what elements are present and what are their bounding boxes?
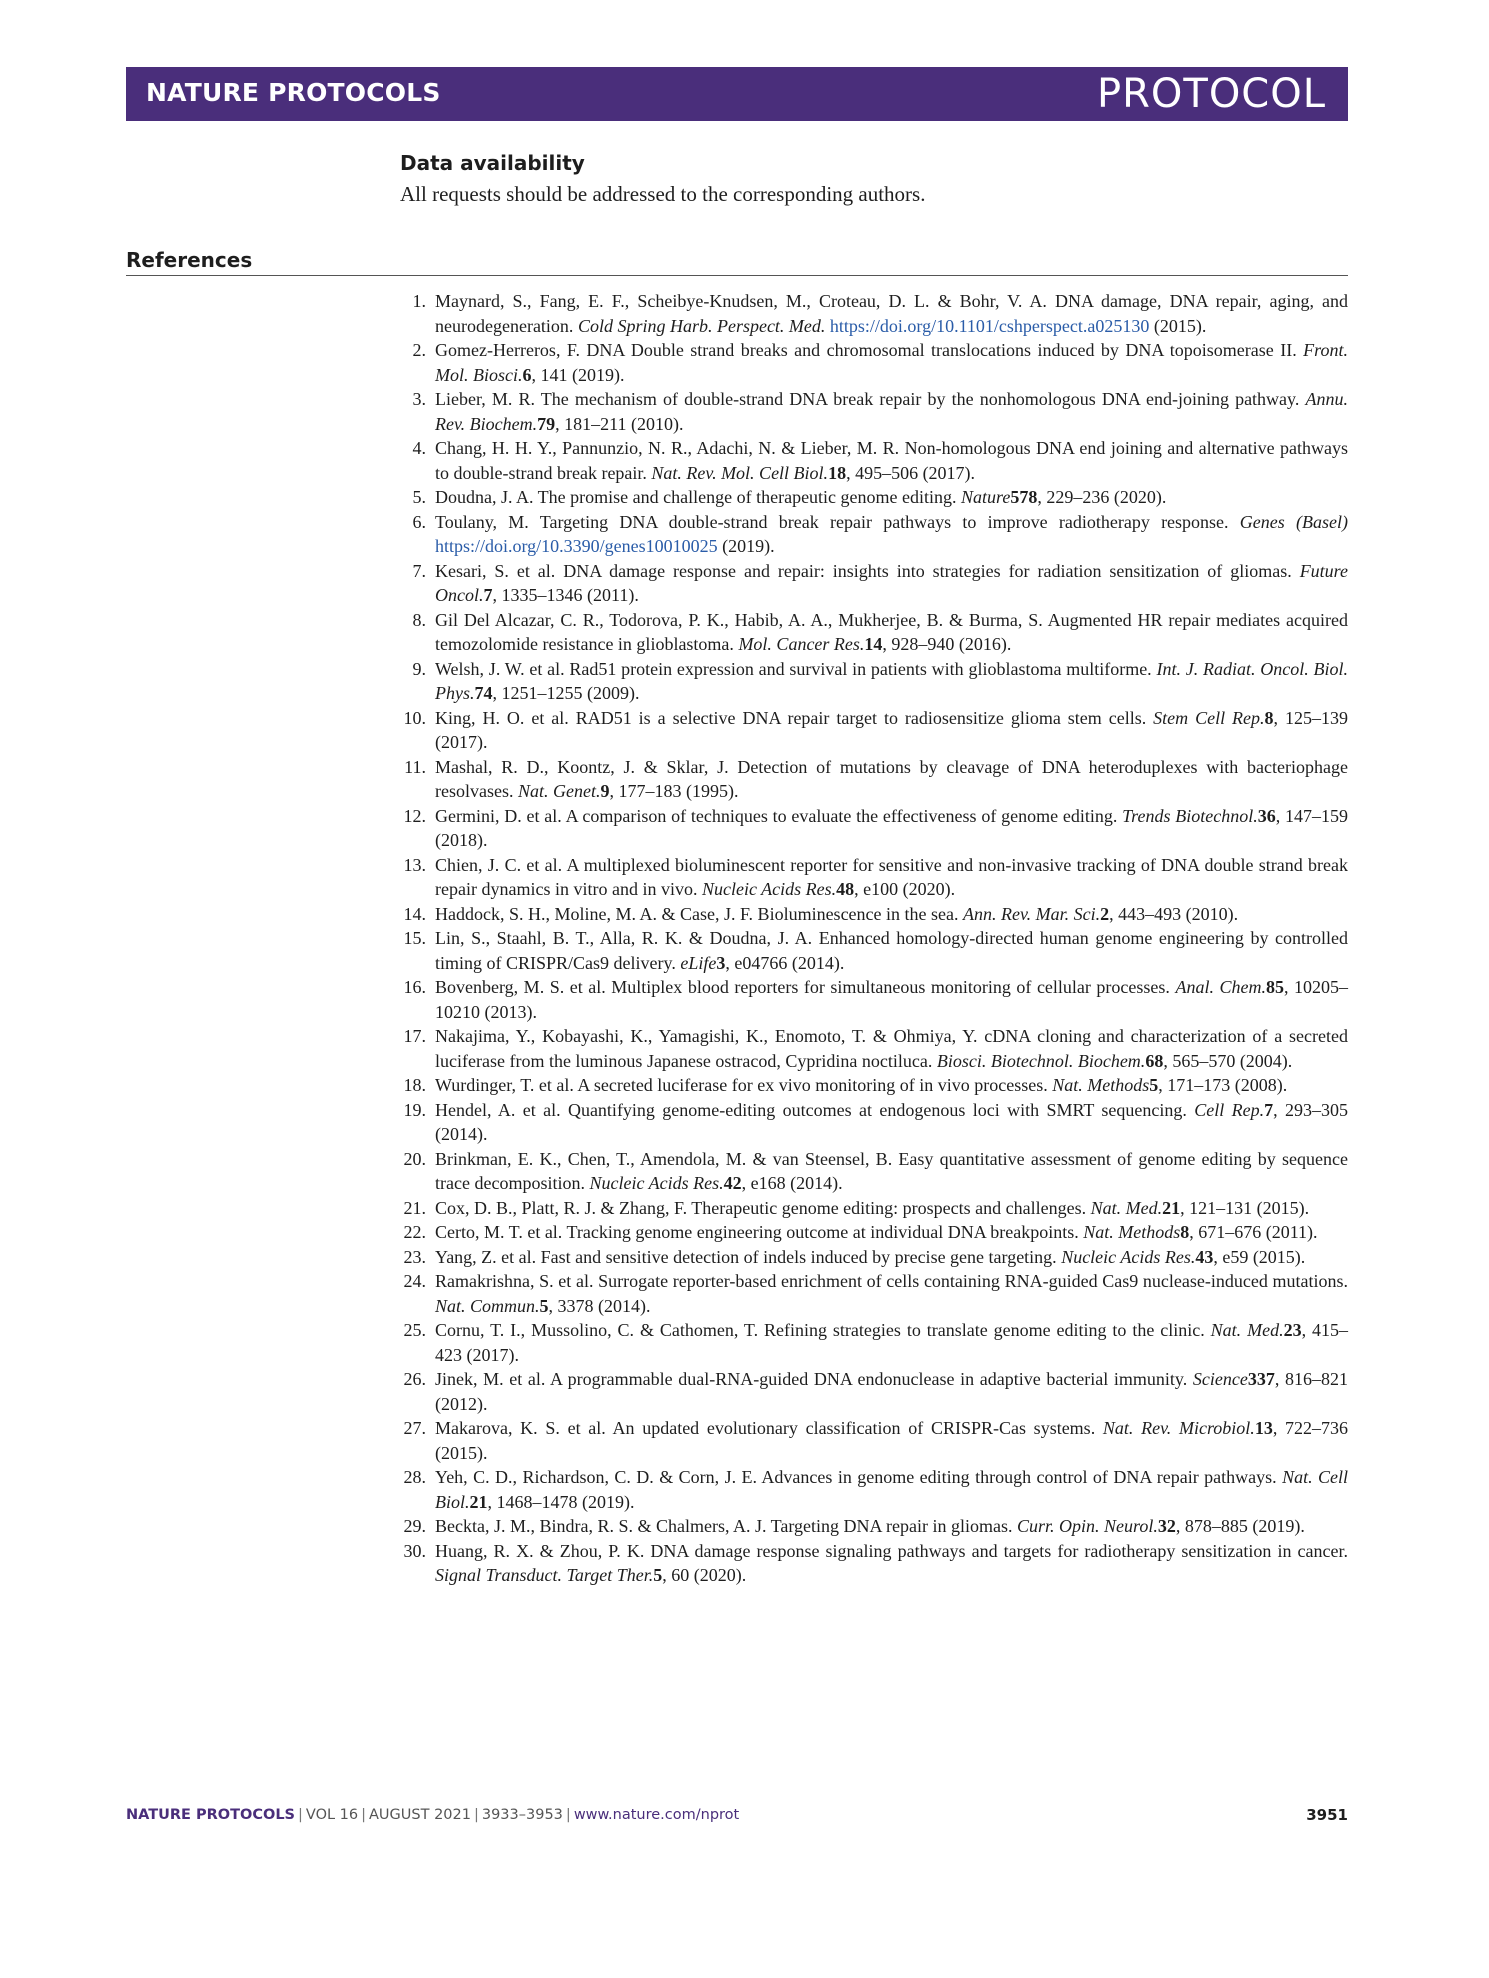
reference-text: Lieber, M. R. The mechanism of double-strand DNA break repair by the nonhomologous DNA end-joining pathway. xyxy=(435,389,1300,409)
reference-journal: Nat. Genet. xyxy=(517,781,601,801)
reference-pages: , 495–506 (2017). xyxy=(846,462,976,483)
reference-item xyxy=(400,1098,1348,1147)
reference-pages: , 171–173 (2008). xyxy=(1158,1075,1288,1095)
reference-number: 5. xyxy=(412,487,426,507)
reference-journal: Future Oncol. xyxy=(435,560,1349,605)
reference-item xyxy=(400,1220,1348,1245)
reference-journal: Nat. Med. xyxy=(1210,1320,1284,1340)
reference-list xyxy=(400,289,1348,1588)
reference-volume: 5 xyxy=(1149,1075,1159,1095)
reference-text: Nakajima, Y., Kobayashi, K., Yamagishi, K., Enomoto, T. & Ohmiya, Y. cDNA cloning and characterization of a secreted luciferase from the luminous Japanese ostracod, Cypridina noctiluca. xyxy=(435,1026,1348,1071)
reference-volume: 32 xyxy=(1157,1516,1176,1536)
footer-volume: VOL 16 xyxy=(305,1807,359,1823)
reference-pages: , 293–305 (2014). xyxy=(435,1099,1349,1144)
reference-pages: , 147–159 (2018). xyxy=(435,805,1349,850)
reference-journal: Science xyxy=(1192,1369,1248,1389)
reference-volume: 42 xyxy=(723,1173,742,1193)
references-heading: References xyxy=(126,248,253,272)
reference-volume: 578 xyxy=(1010,487,1038,507)
reference-pages: , e59 (2015). xyxy=(1213,1246,1306,1267)
reference-doi-link[interactable]: https://doi.org/10.3390/genes10010025 xyxy=(435,536,718,556)
footer-date: AUGUST 2021 xyxy=(369,1807,471,1823)
reference-number: 12. xyxy=(403,805,426,826)
reference-item xyxy=(400,608,1348,657)
reference-journal: Front. Mol. Biosci. xyxy=(435,340,1349,385)
reference-pages: , 565–570 (2004). xyxy=(1163,1050,1293,1071)
reference-number: 22. xyxy=(403,1222,426,1242)
reference-volume: 3 xyxy=(716,952,726,973)
reference-pages: , 1251–1255 (2009). xyxy=(492,683,640,703)
reference-number: 2. xyxy=(412,340,426,360)
journal-name: NATURE PROTOCOLS xyxy=(146,78,441,107)
reference-pages: , 816–821 (2012). xyxy=(435,1369,1348,1414)
reference-text: Yang, Z. et al. Fast and sensitive detection of indels induced by precise gene targeting. xyxy=(435,1246,1057,1267)
reference-number: 9. xyxy=(412,658,426,679)
reference-pages: , 60 (2020). xyxy=(662,1565,747,1585)
reference-journal: Nat. Commun. xyxy=(435,1295,540,1316)
reference-text: Doudna, J. A. The promise and challenge of therapeutic genome editing. xyxy=(435,487,957,507)
reference-pages: , 121–131 (2015). xyxy=(1180,1197,1310,1218)
reference-pages: , 722–736 (2015). xyxy=(435,1418,1349,1463)
footer-pages: 3933–3953 xyxy=(481,1807,563,1823)
reference-volume: 48 xyxy=(836,879,855,899)
reference-journal: Int. J. Radiat. Oncol. Biol. Phys. xyxy=(435,658,1349,703)
reference-item xyxy=(400,1245,1348,1270)
reference-item xyxy=(400,485,1348,510)
page-number: 3951 xyxy=(1306,1806,1348,1824)
reference-journal: Nat. Rev. Microbiol. xyxy=(1102,1418,1255,1438)
reference-pages: , 415–423 (2017). xyxy=(435,1320,1349,1365)
reference-journal: Anal. Chem. xyxy=(1175,977,1266,997)
reference-number: 24. xyxy=(403,1271,426,1291)
reference-number: 14. xyxy=(403,903,426,924)
reference-journal: Curr. Opin. Neurol. xyxy=(1017,1516,1158,1536)
reference-number: 26. xyxy=(403,1369,426,1389)
reference-journal: Nucleic Acids Res. xyxy=(1061,1246,1196,1267)
reference-number: 13. xyxy=(403,854,426,875)
reference-text: Jinek, M. et al. A programmable dual-RNA-guided DNA endonuclease in adaptive bacterial immunity. xyxy=(435,1369,1188,1389)
reference-text: Ramakrishna, S. et al. Surrogate reporter-based enrichment of cells containing RNA-guided Cas9 nuclease-induced mutations. xyxy=(435,1271,1348,1291)
journal-banner xyxy=(126,67,1348,121)
reference-journal: Nat. Rev. Mol. Cell Biol. xyxy=(651,462,829,483)
references-divider xyxy=(126,275,1348,276)
reference-text: Hendel, A. et al. Quantifying genome-editing outcomes at endogenous loci with SMRT sequencing. xyxy=(435,1099,1187,1120)
page-footer: NATURE PROTOCOLS | VOL 16 | AUGUST 2021 | 3933–3953 | www.nature.com/nprot xyxy=(126,1807,740,1823)
reference-volume: 18 xyxy=(828,462,847,483)
data-availability-heading: Data availability xyxy=(400,151,585,175)
reference-text: Maynard, S., Fang, E. F., Scheibye-Knudsen, M., Croteau, D. L. & Bohr, V. A. DNA damage, DNA repair, aging, and neurodegeneration. xyxy=(435,291,1348,336)
reference-item xyxy=(400,1073,1348,1098)
article-type: PROTOCOL xyxy=(1096,71,1326,117)
reference-number: 28. xyxy=(403,1467,426,1487)
reference-volume: 8 xyxy=(1264,707,1274,728)
reference-journal: Nucleic Acids Res. xyxy=(589,1173,724,1193)
reference-volume: 23 xyxy=(1283,1320,1302,1340)
reference-volume: 36 xyxy=(1257,805,1276,826)
reference-text: Beckta, J. M., Bindra, R. S. & Chalmers, A. J. Targeting DNA repair in gliomas. xyxy=(435,1516,1013,1536)
reference-item xyxy=(400,1024,1348,1073)
reference-volume: 68 xyxy=(1145,1050,1164,1071)
reference-item xyxy=(400,1367,1348,1416)
reference-volume: 7 xyxy=(483,585,493,605)
reference-journal: eLife xyxy=(680,952,717,973)
reference-item xyxy=(400,1514,1348,1539)
reference-item xyxy=(400,902,1348,927)
reference-volume: 74 xyxy=(474,683,493,703)
reference-journal: Ann. Rev. Mar. Sci. xyxy=(963,903,1101,924)
reference-pages: , e168 (2014). xyxy=(741,1173,843,1193)
reference-pages: , 878–885 (2019). xyxy=(1175,1516,1305,1536)
reference-item xyxy=(400,510,1348,559)
reference-journal: Nature xyxy=(961,487,1011,507)
reference-number: 4. xyxy=(412,438,426,458)
reference-volume: 9 xyxy=(600,781,610,801)
footer-journal: NATURE PROTOCOLS xyxy=(126,1807,296,1823)
reference-number: 16. xyxy=(403,977,426,997)
reference-number: 21. xyxy=(403,1197,426,1218)
reference-journal: Nat. Cell Biol. xyxy=(435,1467,1349,1512)
reference-item xyxy=(400,804,1348,853)
reference-volume: 2 xyxy=(1100,903,1110,924)
reference-item xyxy=(400,1269,1348,1318)
reference-text: King, H. O. et al. RAD51 is a selective DNA repair target to radiosensitize glioma stem cells. xyxy=(435,707,1147,728)
reference-journal: Stem Cell Rep. xyxy=(1153,707,1265,728)
reference-number: 8. xyxy=(412,609,426,630)
reference-text: Cornu, T. I., Mussolino, C. & Cathomen, T. Refining strategies to translate genome editing to the clinic. xyxy=(435,1320,1205,1340)
reference-text: Haddock, S. H., Moline, M. A. & Case, J. F. Bioluminescence in the sea. xyxy=(435,903,959,924)
reference-item xyxy=(400,1147,1348,1196)
reference-text: Kesari, S. et al. DNA damage response and repair: insights into strategies for radiation sensitization of gliomas. xyxy=(435,560,1292,581)
reference-journal: Nucleic Acids Res. xyxy=(701,879,837,899)
reference-item xyxy=(400,975,1348,1024)
reference-number: 3. xyxy=(412,389,426,409)
reference-pages: , 141 (2019). xyxy=(531,364,625,385)
reference-journal: Cold Spring Harb. Perspect. Med. xyxy=(577,315,826,336)
reference-item xyxy=(400,559,1348,608)
reference-pages: , 229–236 (2020). xyxy=(1037,487,1167,507)
reference-volume: 21 xyxy=(469,1491,488,1512)
reference-number: 27. xyxy=(403,1418,426,1438)
reference-item xyxy=(400,387,1348,436)
reference-item xyxy=(400,926,1348,975)
reference-pages: , 928–940 (2016). xyxy=(882,634,1012,654)
reference-pages: , 3378 (2014). xyxy=(548,1295,651,1316)
reference-item xyxy=(400,1416,1348,1465)
reference-volume: 8 xyxy=(1180,1222,1190,1242)
reference-journal: Trends Biotechnol. xyxy=(1122,805,1258,826)
reference-number: 1. xyxy=(412,291,426,311)
reference-volume: 5 xyxy=(653,1565,663,1585)
reference-text: Chang, H. H. Y., Pannunzio, N. R., Adachi, N. & Lieber, M. R. Non-homologous DNA end joining and alternative pathways to double-strand break repair. xyxy=(435,438,1348,483)
reference-item xyxy=(400,436,1348,485)
reference-text: Toulany, M. Targeting DNA double-strand break repair pathways to improve radiotherapy response. xyxy=(435,511,1229,532)
reference-volume: 5 xyxy=(539,1295,549,1316)
reference-volume: 6 xyxy=(522,364,532,385)
reference-doi-link[interactable]: https://doi.org/10.1101/cshperspect.a025130 xyxy=(829,315,1150,336)
reference-item xyxy=(400,755,1348,804)
reference-journal: Biosci. Biotechnol. Biochem. xyxy=(936,1050,1146,1071)
reference-pages: , 671–676 (2011). xyxy=(1189,1222,1318,1242)
footer-url-link[interactable]: www.nature.com/nprot xyxy=(573,1807,740,1823)
reference-item xyxy=(400,657,1348,706)
reference-volume: 14 xyxy=(864,634,883,654)
reference-number: 6. xyxy=(412,511,426,532)
reference-item xyxy=(400,338,1348,387)
reference-text: Mashal, R. D., Koontz, J. & Sklar, J. Detection of mutations by cleavage of DNA heteroduplexes with bacteriophage resolvases. xyxy=(435,756,1348,801)
reference-pages: , e04766 (2014). xyxy=(725,952,845,973)
reference-text: Wurdinger, T. et al. A secreted luciferase for ex vivo monitoring of in vivo processes. xyxy=(435,1075,1048,1095)
reference-journal: Annu. Rev. Biochem. xyxy=(435,389,1348,434)
reference-text: Yeh, C. D., Richardson, C. D. & Corn, J. E. Advances in genome editing through control of DNA repair pathways. xyxy=(435,1467,1277,1487)
reference-text: Certo, M. T. et al. Tracking genome engineering outcome at individual DNA breakpoints. xyxy=(435,1222,1079,1242)
reference-pages: , 177–183 (1995). xyxy=(609,781,739,801)
reference-number: 25. xyxy=(403,1320,426,1340)
reference-pages: , 443–493 (2010). xyxy=(1109,903,1239,924)
reference-item xyxy=(400,1318,1348,1367)
reference-text: Chien, J. C. et al. A multiplexed bioluminescent reporter for sensitive and non-invasive tracking of DNA double strand break repair dynamics in vitro and in vivo. xyxy=(435,854,1348,899)
reference-number: 7. xyxy=(412,560,426,581)
reference-volume: 43 xyxy=(1195,1246,1214,1267)
reference-volume: 79 xyxy=(537,413,556,434)
reference-number: 11. xyxy=(404,756,426,777)
reference-journal: Signal Transduct. Target Ther. xyxy=(435,1565,654,1585)
reference-number: 29. xyxy=(403,1516,426,1536)
reference-pages: , 1335–1346 (2011). xyxy=(492,585,639,605)
reference-volume: 7 xyxy=(1264,1099,1274,1120)
reference-number: 17. xyxy=(403,1026,426,1046)
reference-item xyxy=(400,1196,1348,1221)
reference-number: 10. xyxy=(403,707,426,728)
reference-number: 30. xyxy=(403,1540,426,1561)
reference-text: Lin, S., Staahl, B. T., Alla, R. K. & Doudna, J. A. Enhanced homology-directed human genome engineering by controlled timing of CRISPR/Cas9 delivery. xyxy=(435,928,1348,973)
reference-text: Gil Del Alcazar, C. R., Todorova, P. K., Habib, A. A., Mukherjee, B. & Burma, S. Augmented HR repair mediates acquired temozolomide resistance in glioblastoma. xyxy=(435,609,1348,654)
reference-item xyxy=(400,1539,1348,1588)
reference-journal: Cell Rep. xyxy=(1194,1099,1265,1120)
reference-year: (2019). xyxy=(722,536,775,556)
reference-item xyxy=(400,853,1348,902)
reference-text: Gomez-Herreros, F. DNA Double strand breaks and chromosomal translocations induced by DNA topoisomerase II. xyxy=(435,340,1297,360)
reference-text: Germini, D. et al. A comparison of techniques to evaluate the effectiveness of genome editing. xyxy=(435,805,1118,826)
reference-text: Bovenberg, M. S. et al. Multiplex blood reporters for simultaneous monitoring of cellular processes. xyxy=(435,977,1170,997)
reference-pages: , 181–211 (2010). xyxy=(555,413,684,434)
reference-number: 15. xyxy=(403,928,426,948)
reference-pages: , e100 (2020). xyxy=(854,879,956,899)
reference-text: Brinkman, E. K., Chen, T., Amendola, M. & van Steensel, B. Easy quantitative assessment of genome editing by sequence trace decomposition. xyxy=(435,1148,1348,1193)
reference-year: (2015). xyxy=(1153,315,1207,336)
reference-pages: , 125–139 (2017). xyxy=(435,707,1348,752)
reference-journal: Nat. Methods xyxy=(1052,1075,1150,1095)
reference-pages: , 10205–10210 (2013). xyxy=(435,977,1349,1022)
reference-journal: Nat. Methods xyxy=(1083,1222,1181,1242)
reference-item xyxy=(400,289,1348,338)
reference-volume: 13 xyxy=(1254,1418,1273,1438)
reference-number: 23. xyxy=(403,1246,426,1267)
reference-journal: Mol. Cancer Res. xyxy=(738,634,865,654)
reference-journal: Nat. Med. xyxy=(1090,1197,1163,1218)
reference-volume: 21 xyxy=(1162,1197,1181,1218)
reference-item xyxy=(400,706,1348,755)
reference-text: Welsh, J. W. et al. Rad51 protein expression and survival in patients with glioblastoma multiforme. xyxy=(435,658,1152,679)
reference-pages: , 1468–1478 (2019). xyxy=(487,1491,635,1512)
reference-journal: Genes (Basel) xyxy=(1239,511,1348,532)
reference-text: Makarova, K. S. et al. An updated evolutionary classification of CRISPR-Cas systems. xyxy=(435,1418,1096,1438)
reference-volume: 337 xyxy=(1247,1369,1275,1389)
reference-number: 18. xyxy=(403,1075,426,1095)
reference-text: Cox, D. B., Platt, R. J. & Zhang, F. Therapeutic genome editing: prospects and challenges. xyxy=(435,1197,1087,1218)
reference-item xyxy=(400,1465,1348,1514)
reference-text: Huang, R. X. & Zhou, P. K. DNA damage response signaling pathways and targets for radiotherapy sensitization in cancer. xyxy=(435,1540,1348,1561)
reference-number: 20. xyxy=(403,1148,426,1169)
reference-number: 19. xyxy=(403,1099,426,1120)
data-availability-text: All requests should be addressed to the corresponding authors. xyxy=(400,182,926,206)
reference-volume: 85 xyxy=(1265,977,1284,997)
